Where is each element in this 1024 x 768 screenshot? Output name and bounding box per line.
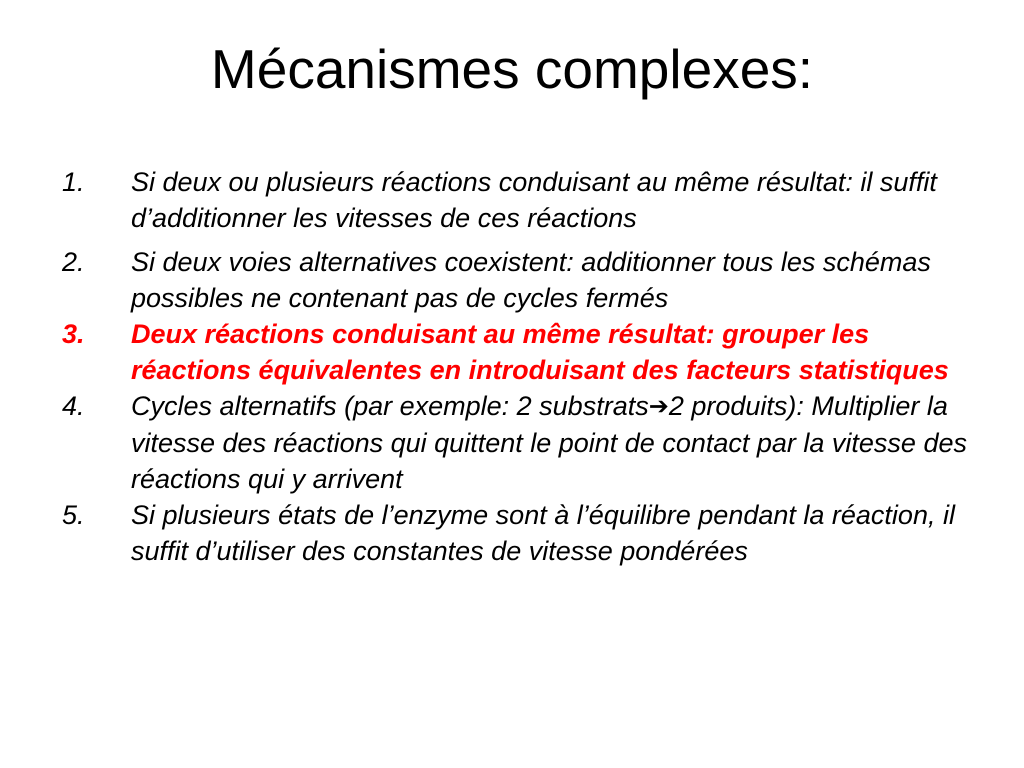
list-item-5: [62, 497, 982, 569]
list-item-text-before-arrow: Cycles alternatifs (par exemple: 2 substrats: [131, 391, 649, 421]
right-arrow-icon: ➔: [648, 393, 669, 420]
list-item-number: 3.: [62, 319, 85, 349]
list-item-text: Deux réactions conduisant au même résultat: grouper les réactions équivalentes en introduisant des facteurs statistiques: [131, 319, 949, 385]
list-item-3-highlighted: [62, 316, 982, 388]
list-item-number: 5.: [62, 500, 85, 530]
list-item-text: Si deux voies alternatives coexistent: additionner tous les schémas possibles ne contenant pas de cycles fermés: [131, 247, 931, 313]
list-item-number: 2.: [62, 247, 85, 277]
list-item-number: 4.: [62, 391, 85, 421]
list-item-text: Si deux ou plusieurs réactions conduisant au même résultat: il suffit d’additionner les vitesses de ces réactions: [131, 167, 937, 233]
list-item-number: 1.: [62, 167, 85, 197]
list-item-text: Si plusieurs états de l’enzyme sont à l’équilibre pendant la réaction, il suffit d’utiliser des constantes de vitesse pondérées: [131, 500, 955, 566]
slide-title: Mécanismes complexes:: [210, 38, 814, 100]
mechanism-list: [62, 164, 982, 569]
list-item-1: [62, 164, 982, 236]
list-item-4: [62, 388, 982, 497]
list-item-2: [62, 244, 982, 316]
list-item-text-after-arrow: 2 produits): Multiplier la vitesse des réactions qui quittent le point de contact par la vitesse des réactions qui y arrivent: [131, 391, 967, 494]
